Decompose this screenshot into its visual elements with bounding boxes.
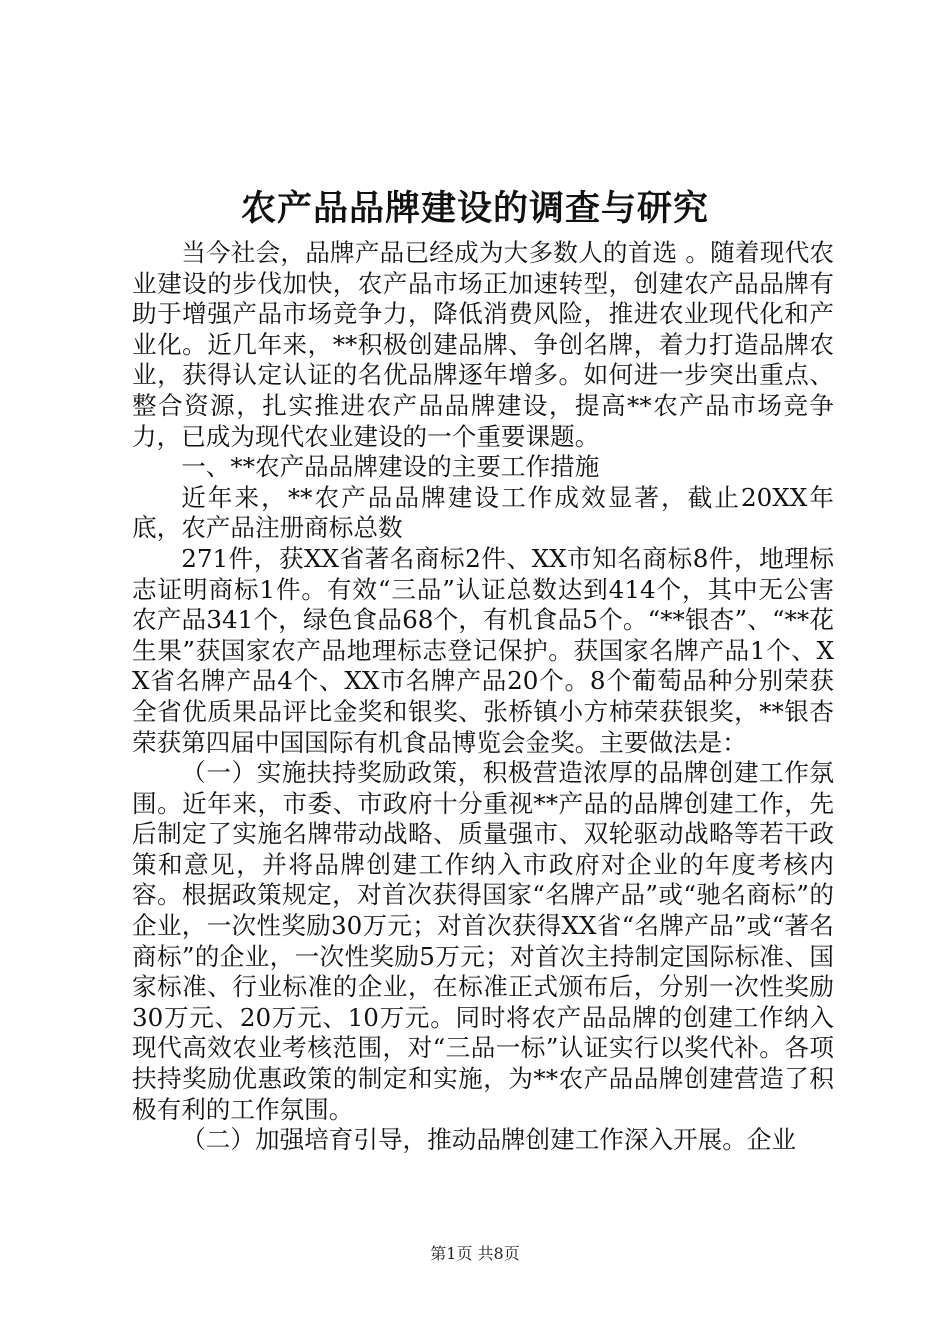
page-footer: 第1页 共8页	[430, 1244, 520, 1263]
paragraph-measure-1: （一）实施扶持奖励政策，积极营造浓厚的品牌创建工作氛围。近年来，市委、市政府十分重视**产品的品牌创建工作，先后制定了实施名牌带动战略、质量强市、双轮驱动战略等若干政策和意见，并将品牌创建工作纳入市政府对企业的年度考核内容。根据政策规定，对首次获得国家“名牌产品”或“驰名商标”的企业，一次性奖励30万元；对首次获得XX省“名牌产品”或“著名商标”的企业，一次性奖励5万元；对首次主持制定国际标准、国家标准、行业标准的企业，在标准正式颁布后，分别一次性奖励30万元、20万元、10万元。同时将农产品品牌的创建工作纳入现代高效农业考核范围，对“三品一标”认证实行以奖代补。各项扶持奖励优惠政策的制定和实施，为**农产品品牌创建营造了积极有利的工作氛围。	[132, 758, 834, 1124]
paragraph-measure-2: （二）加强培育引导，推动品牌创建工作深入开展。企业	[181, 1125, 797, 1155]
document-body	[132, 238, 834, 1156]
section-heading: 一、**农产品品牌建设的主要工作措施	[181, 452, 600, 482]
paragraph-intro: 当今社会，品牌产品已经成为大多数人的首选 。随着现代农业建设的步伐加快，农产品市场正加速转型，创建农产品品牌有助于增强产品市场竞争力，降低消费风险，推进农业现代化和产业化。近几年来，**积极创建品牌、争创名牌，着力打造品牌农业，获得认定认证的名优品牌逐年增多。如何进一步突出重点、整合资源，扎实推进农产品品牌建设，提高**农产品市场竞争力，已成为现代农业建设的一个重要课题。	[132, 238, 834, 451]
paragraph-overview: 近年来，**农产品品牌建设工作成效显著，截止20XX年底，农产品注册商标总数	[132, 482, 834, 543]
document-title: 农产品品牌建设的调查与研究	[240, 188, 709, 229]
paragraph-statistics: 271件，获XX省著名商标2件、XX市知名商标8件，地理标志证明商标1件。有效“三品”认证总数达到414个，其中无公害农产品341个，绿色食品68个，有机食品5个。“**银杏”、“**花生果”获国家农产品地理标志登记保护。获国家名牌产品1个、XX省名牌产品4个、XX市名牌产品20个。8个葡萄品种分别荣获全省优质果品评比金奖和银奖、张桥镇小方柿荣获银奖，**银杏荣获第四届中国国际有机食品博览会金奖。主要做法是：	[132, 543, 834, 757]
